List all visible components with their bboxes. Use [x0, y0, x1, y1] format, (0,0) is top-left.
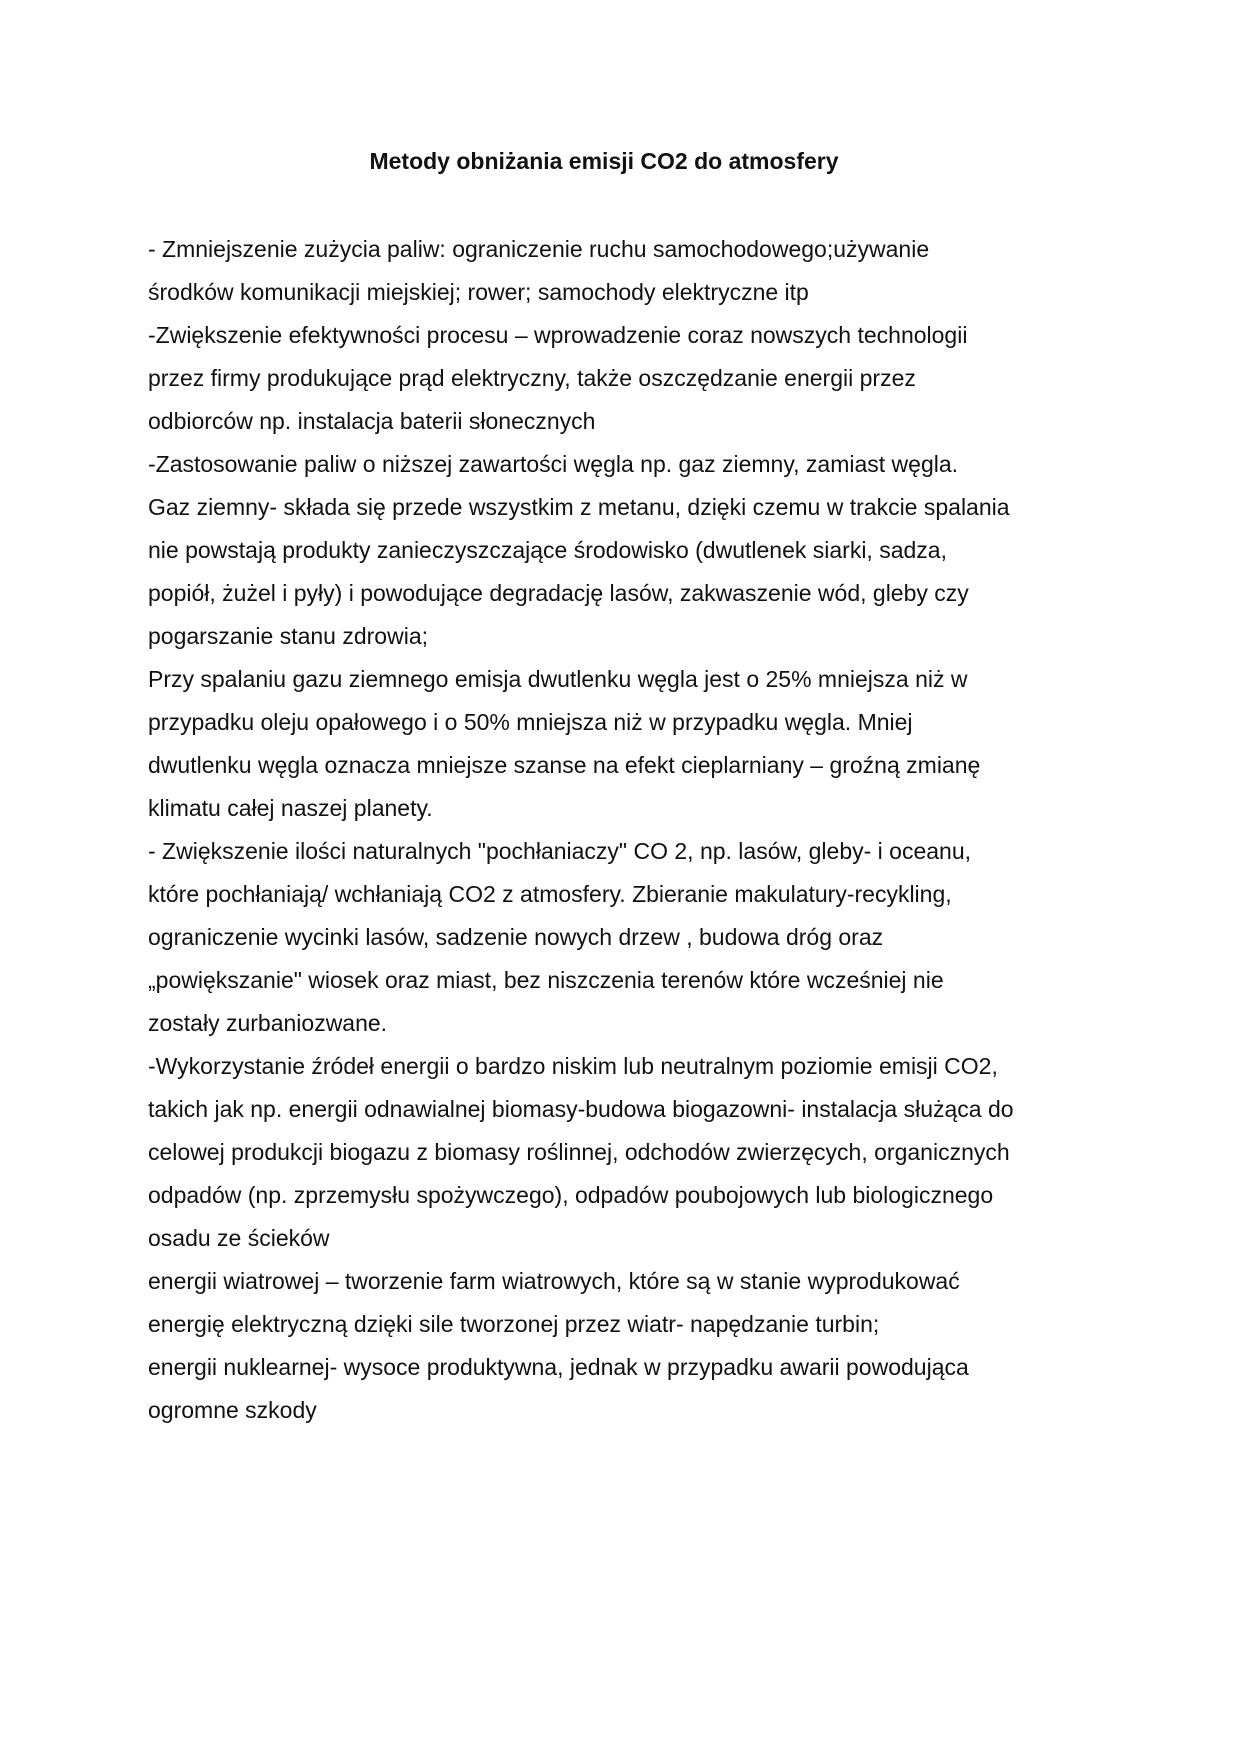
text-line: odbiorców np. instalacja baterii słonecznych [148, 408, 596, 434]
text-line: środków komunikacji miejskiej; rower; samochody elektryczne itp [148, 279, 809, 305]
text-line: zostały zurbaniozwane. [148, 1010, 388, 1036]
text-line: -Zastosowanie paliw o niższej zawartości węgla np. gaz ziemny, zamiast węgla. [148, 451, 959, 477]
text-line: popiół, żużel i pyły) i powodujące degradację lasów, zakwaszenie wód, gleby czy [148, 580, 969, 606]
text-line: przez firmy produkujące prąd elektryczny, także oszczędzanie energii przez [148, 365, 916, 391]
text-line: dwutlenku węgla oznacza mniejsze szanse na efekt cieplarniany – groźną zmianę [148, 752, 981, 778]
text-line: nie powstają produkty zanieczyszczające środowisko (dwutlenek siarki, sadza, [148, 537, 947, 563]
text-line: energię elektryczną dzięki sile tworzonej przez wiatr- napędzanie turbin; [148, 1311, 880, 1337]
text-line: -Zwiększenie efektywności procesu – wprowadzenie coraz nowszych technologii [148, 322, 968, 348]
text-line: Przy spalaniu gazu ziemnego emisja dwutlenku węgla jest o 25% mniejsza niż w [148, 666, 968, 692]
text-line: - Zwiększenie ilości naturalnych "pochłaniaczy" CO 2, np. lasów, gleby- i oceanu, [148, 838, 972, 864]
document-body [148, 228, 1128, 1432]
text-line: energii wiatrowej – tworzenie farm wiatrowych, które są w stanie wyprodukować [148, 1268, 960, 1294]
text-line: takich jak np. energii odnawialnej biomasy-budowa biogazowni- instalacja służąca do [148, 1096, 1014, 1122]
text-line: ograniczenie wycinki lasów, sadzenie nowych drzew , budowa dróg oraz [148, 924, 884, 950]
text-line: Gaz ziemny- składa się przede wszystkim z metanu, dzięki czemu w trakcie spalania [148, 494, 1010, 520]
document-title: Metody obniżania emisji CO2 do atmosfery [369, 148, 839, 174]
text-line: pogarszanie stanu zdrowia; [148, 623, 428, 649]
text-line: energii nuklearnej- wysoce produktywna, jednak w przypadku awarii powodująca [148, 1354, 969, 1380]
text-line: które pochłaniają/ wchłaniają CO2 z atmosfery. Zbieranie makulatury-recykling, [148, 881, 952, 907]
text-line: odpadów (np. zprzemysłu spożywczego), odpadów poubojowych lub biologicznego [148, 1182, 994, 1208]
text-line: -Wykorzystanie źródeł energii o bardzo niskim lub neutralnym poziomie emisji CO2, [148, 1053, 998, 1079]
text-line: klimatu całej naszej planety. [148, 795, 433, 821]
text-line: - Zmniejszenie zużycia paliw: ograniczenie ruchu samochodowego;używanie [148, 236, 930, 262]
text-line: osadu ze ścieków [148, 1225, 330, 1251]
text-line: celowej produkcji biogazu z biomasy roślinnej, odchodów zwierzęcych, organicznych [148, 1139, 1010, 1165]
text-line: ogromne szkody [148, 1397, 317, 1423]
text-line: przypadku oleju opałowego i o 50% mniejsza niż w przypadku węgla. Mniej [148, 709, 913, 735]
text-line: „powiększanie" wiosek oraz miast, bez niszczenia terenów które wcześniej nie [148, 967, 944, 993]
